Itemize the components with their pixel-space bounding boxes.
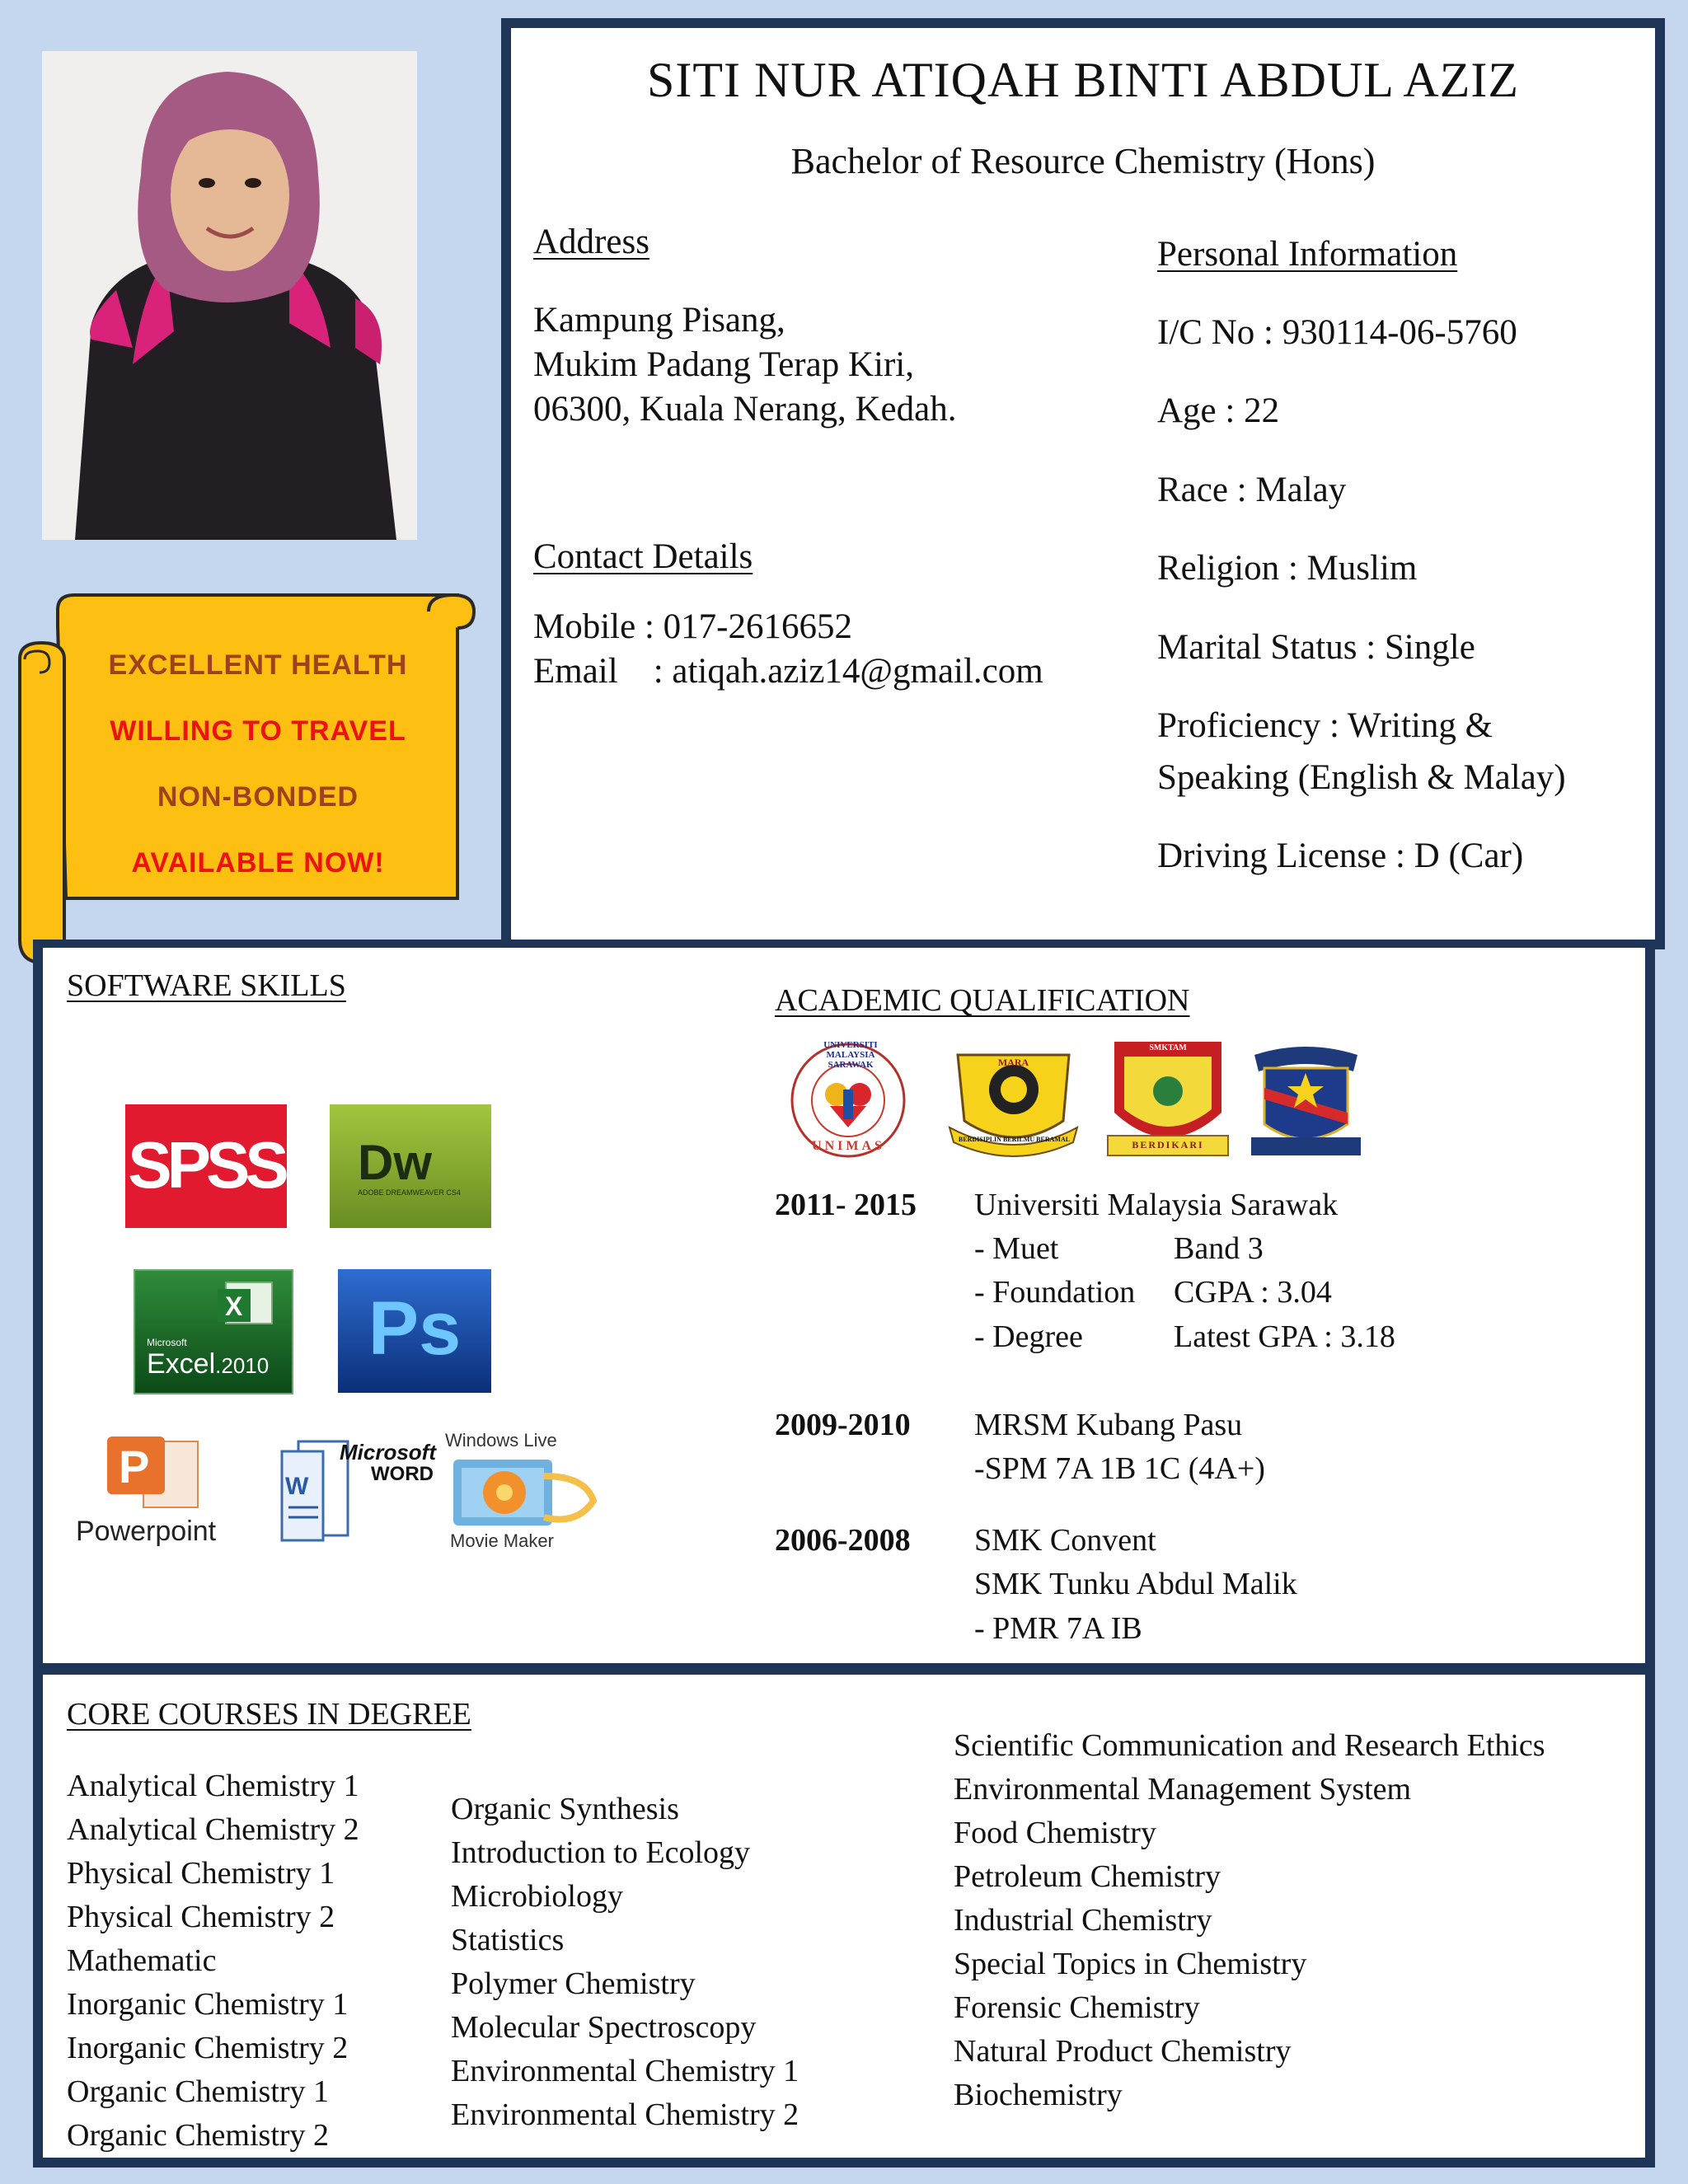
academic-years-1: 2011- 2015 bbox=[775, 1188, 917, 1222]
address-line-3: 06300, Kuala Nerang, Kedah. bbox=[533, 390, 957, 429]
word-logo: W Microsoft WORD bbox=[274, 1430, 471, 1554]
list-item: Mathematic bbox=[67, 1943, 217, 1978]
personal-proficiency-1: Proficiency : Writing & bbox=[1157, 706, 1493, 745]
academic-row-foundation-label: - Foundation bbox=[974, 1275, 1136, 1310]
banner-available-now: AVAILABLE NOW! bbox=[131, 847, 385, 879]
excel-year: 2010 bbox=[221, 1353, 270, 1378]
smktam-logo: SMKTAM BERDIKARI bbox=[1106, 1038, 1230, 1162]
academic-row-foundation-value: CGPA : 3.04 bbox=[1174, 1275, 1332, 1310]
list-item: Special Topics in Chemistry bbox=[954, 1947, 1307, 1981]
excel-x-icon bbox=[218, 1281, 275, 1327]
svg-text:P: P bbox=[119, 1441, 150, 1493]
personal-religion: Religion : Muslim bbox=[1157, 549, 1418, 588]
contact-heading: Contact Details bbox=[533, 537, 753, 576]
excel-logo: X Microsoft Excel.2010 bbox=[134, 1269, 293, 1394]
highlights-scroll-banner bbox=[0, 0, 495, 972]
personal-ic: I/C No : 930114-06-5760 bbox=[1157, 313, 1517, 352]
header-panel bbox=[501, 18, 1665, 949]
academic-heading: ACADEMIC QUALIFICATION bbox=[775, 983, 1190, 1018]
banner-excellent-health: EXCELLENT HEALTH bbox=[108, 649, 408, 681]
contact-email: Email : atiqah.aziz14@gmail.com bbox=[533, 652, 1043, 691]
academic-row-muet-label: - Muet bbox=[974, 1231, 1059, 1266]
smk-convent-logo bbox=[1246, 1038, 1366, 1162]
personal-license: Driving License : D (Car) bbox=[1157, 837, 1524, 875]
school-crest-icon bbox=[1246, 1038, 1366, 1162]
banner-willing-to-travel: WILLING TO TRAVEL bbox=[110, 715, 406, 747]
list-item: Environmental Chemistry 2 bbox=[451, 2097, 799, 2132]
courses-column-2 bbox=[451, 1788, 799, 2137]
list-item: Statistics bbox=[451, 1923, 565, 1957]
personal-age: Age : 22 bbox=[1157, 391, 1280, 430]
list-item: Industrial Chemistry bbox=[954, 1903, 1212, 1938]
banner-non-bonded: NON-BONDED bbox=[157, 781, 359, 813]
svg-text:X: X bbox=[225, 1291, 243, 1321]
courses-column-3 bbox=[954, 1724, 1545, 2117]
list-item: Inorganic Chemistry 1 bbox=[67, 1987, 349, 2022]
degree-subtitle: Bachelor of Resource Chemistry (Hons) bbox=[790, 141, 1376, 181]
photoshop-logo: Ps bbox=[338, 1269, 491, 1393]
academic-school-1: Universiti Malaysia Sarawak bbox=[974, 1188, 1339, 1222]
personal-race: Race : Malay bbox=[1157, 471, 1347, 509]
list-item: Microbiology bbox=[451, 1879, 623, 1914]
list-item: Analytical Chemistry 1 bbox=[67, 1769, 359, 1803]
academic-spm-result: -SPM 7A 1B 1C (4A+) bbox=[974, 1451, 1265, 1486]
list-item: Organic Chemistry 2 bbox=[67, 2118, 330, 2153]
dreamweaver-logo: Dw ADOBE DREAMWEAVER CS4 bbox=[330, 1104, 491, 1228]
list-item: Organic Synthesis bbox=[451, 1792, 679, 1826]
personal-proficiency-2: Speaking (English & Malay) bbox=[1157, 758, 1566, 797]
list-item: Inorganic Chemistry 2 bbox=[67, 2031, 349, 2065]
list-item: Physical Chemistry 2 bbox=[67, 1900, 335, 1934]
address-line-2: Mukim Padang Terap Kiri, bbox=[533, 345, 914, 384]
list-item: Introduction to Ecology bbox=[451, 1835, 751, 1870]
academic-pmr-result: - PMR 7A IB bbox=[974, 1611, 1142, 1646]
academic-row-degree-label: - Degree bbox=[974, 1319, 1083, 1354]
excel-label: Excel bbox=[147, 1348, 216, 1380]
skills-academic-panel bbox=[33, 940, 1655, 1673]
personal-info-heading: Personal Information bbox=[1157, 235, 1458, 274]
list-item: Polymer Chemistry bbox=[451, 1966, 696, 2001]
software-skills-heading: SOFTWARE SKILLS bbox=[67, 968, 346, 1003]
list-item: Organic Chemistry 1 bbox=[67, 2074, 330, 2109]
scroll-shape-icon bbox=[0, 0, 495, 972]
film-reel-icon bbox=[453, 1451, 602, 1534]
svg-text:W: W bbox=[285, 1473, 309, 1500]
academic-school-3b: SMK Tunku Abdul Malik bbox=[974, 1567, 1297, 1601]
academic-row-muet-value: Band 3 bbox=[1174, 1231, 1264, 1266]
list-item: Biochemistry bbox=[954, 2078, 1123, 2112]
list-item: Environmental Chemistry 1 bbox=[451, 2054, 799, 2088]
address-line-1: Kampung Pisang, bbox=[533, 301, 785, 340]
academic-years-2: 2009-2010 bbox=[775, 1408, 911, 1442]
mara-logo: MARA BERDISIPLIN BERILMU BERAMAL bbox=[941, 1038, 1085, 1162]
list-item: Food Chemistry bbox=[954, 1816, 1156, 1850]
personal-marital: Marital Status : Single bbox=[1157, 628, 1475, 667]
list-item: Petroleum Chemistry bbox=[954, 1859, 1221, 1894]
list-item: Environmental Management System bbox=[954, 1772, 1412, 1807]
list-item: Molecular Spectroscopy bbox=[451, 2010, 757, 2045]
powerpoint-icon bbox=[107, 1433, 206, 1516]
spss-logo: SPSS bbox=[125, 1104, 287, 1228]
unimas-logo: UNIVERSITI MALAYSIA SARAWAK UNIMAS bbox=[772, 1038, 925, 1162]
list-item: Natural Product Chemistry bbox=[954, 2034, 1292, 2069]
core-courses-panel bbox=[33, 1665, 1655, 2168]
academic-school-3: SMK Convent bbox=[974, 1523, 1156, 1558]
courses-column-1 bbox=[67, 1765, 359, 2158]
list-item: Forensic Chemistry bbox=[954, 1990, 1200, 2025]
contact-mobile: Mobile : 017-2616652 bbox=[533, 607, 852, 646]
academic-years-3: 2006-2008 bbox=[775, 1523, 911, 1558]
academic-row-degree-value: Latest GPA : 3.18 bbox=[1174, 1319, 1395, 1354]
academic-school-2: MRSM Kubang Pasu bbox=[974, 1408, 1243, 1442]
page-title: SITI NUR ATIQAH BINTI ABDUL AZIZ bbox=[646, 53, 1520, 107]
address-heading: Address bbox=[533, 223, 649, 261]
list-item: Physical Chemistry 1 bbox=[67, 1856, 335, 1891]
list-item: Analytical Chemistry 2 bbox=[67, 1812, 359, 1847]
movie-maker-logo: Windows Live Movie Maker bbox=[445, 1430, 610, 1554]
powerpoint-logo: P Powerpoint bbox=[76, 1430, 265, 1554]
core-courses-heading: CORE COURSES IN DEGREE bbox=[67, 1697, 471, 1732]
list-item: Scientific Communication and Research Ethics bbox=[954, 1728, 1545, 1763]
